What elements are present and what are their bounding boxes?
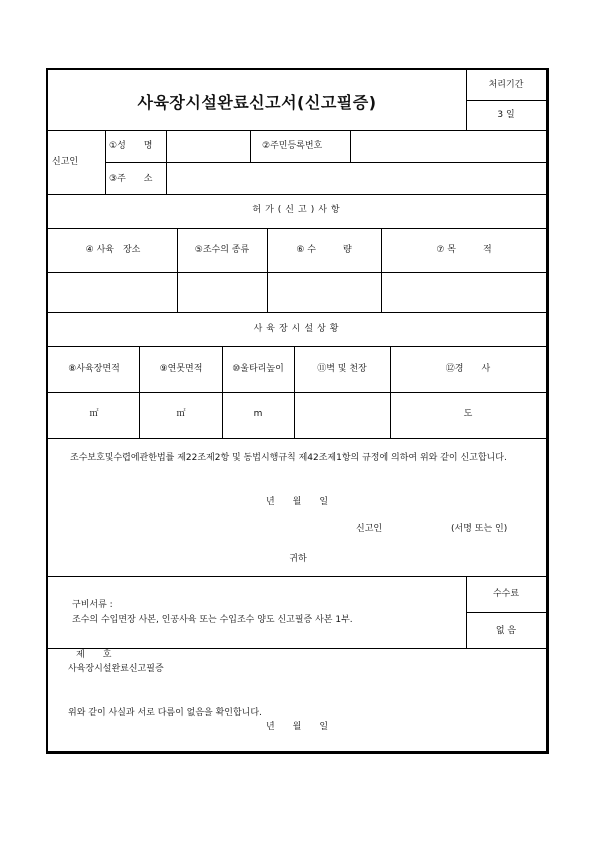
- divider: [294, 346, 295, 438]
- divider: [105, 162, 547, 163]
- facility-col-fence-height: ⑩울타리높이: [232, 364, 284, 374]
- facility-col-cage-area: ⑧사육장면적: [68, 364, 120, 374]
- declaration-date: 년 월 일: [265, 497, 329, 507]
- required-docs-label: 구비서류 :: [72, 600, 113, 610]
- permit-col-purpose: ⑦ 목 적: [436, 245, 492, 255]
- permit-col-location: ④ 사육 장소: [85, 245, 141, 255]
- divider: [466, 576, 467, 648]
- required-docs-text: 조수의 수입면장 사본, 인공사육 또는 수입조수 양도 신고필증 사본 1부.: [72, 615, 353, 625]
- divider: [139, 346, 140, 438]
- slope-unit[interactable]: 도: [463, 409, 473, 419]
- divider: [390, 346, 391, 438]
- processing-period-label: 처리기간: [488, 80, 524, 90]
- divider: [48, 648, 547, 649]
- divider: [250, 130, 251, 162]
- cage-area-unit[interactable]: ㎡: [89, 409, 99, 419]
- name-label: ①성 명: [109, 141, 153, 151]
- divider: [267, 228, 268, 312]
- divider: [48, 312, 547, 313]
- facility-col-wall-ceiling: ⑪벽 및 천장: [317, 364, 367, 374]
- divider: [350, 130, 351, 162]
- certificate-title: 사육장시설완료신고필증: [68, 664, 164, 674]
- facility-col-pond-area: ⑨연못면적: [159, 364, 203, 374]
- certificate-date: 년 월 일: [265, 722, 329, 732]
- addressee-label: 귀하: [289, 554, 307, 564]
- divider: [48, 194, 547, 195]
- divider: [381, 228, 382, 312]
- divider: [48, 272, 547, 273]
- certificate-number-label: 제 호: [76, 650, 112, 660]
- signature-label[interactable]: (서명 또는 인): [451, 524, 508, 534]
- pond-area-unit[interactable]: ㎡: [176, 409, 186, 419]
- divider: [466, 612, 547, 613]
- facility-col-slope: ⑫경 사: [445, 364, 491, 374]
- processing-period-value: 3 일: [497, 110, 515, 120]
- divider: [166, 130, 167, 194]
- divider: [177, 228, 178, 312]
- applicant-sign-label: 신고인: [356, 524, 383, 534]
- divider: [48, 346, 547, 347]
- divider: [466, 100, 547, 101]
- fee-label: 수수료: [492, 589, 520, 599]
- divider: [48, 576, 547, 577]
- permit-section-title: 허가(신고)사항: [252, 205, 344, 215]
- address-label: ③주 소: [109, 174, 153, 184]
- permit-col-quantity: ⑥ 수 량: [296, 245, 352, 255]
- divider: [105, 130, 106, 194]
- permit-col-species: ⑤조수의 종류: [194, 245, 250, 255]
- divider: [48, 392, 547, 393]
- divider: [48, 438, 547, 439]
- fence-height-unit[interactable]: m: [253, 409, 263, 419]
- divider: [48, 228, 547, 229]
- resident-number-label: ②주민등록번호: [262, 141, 323, 151]
- declaration-text: 조수보호및수렵에관한법률 제22조제2항 및 동법시행규칙 제42조제1항의 규정에 의하여 위와 같이 신고합니다.: [70, 453, 507, 463]
- fee-value: 없 음: [495, 626, 517, 636]
- applicant-section-label: 신고인: [52, 157, 79, 167]
- divider: [48, 130, 547, 131]
- form-frame: [46, 68, 549, 754]
- divider: [466, 70, 467, 130]
- form-title: 사육장시설완료신고서(신고필증): [137, 93, 377, 112]
- facility-section-title: 사육장시설상황: [253, 324, 343, 334]
- divider: [222, 346, 223, 438]
- certificate-confirmation: 위와 같이 사실과 서로 다름이 없음을 확인합니다.: [68, 708, 262, 718]
